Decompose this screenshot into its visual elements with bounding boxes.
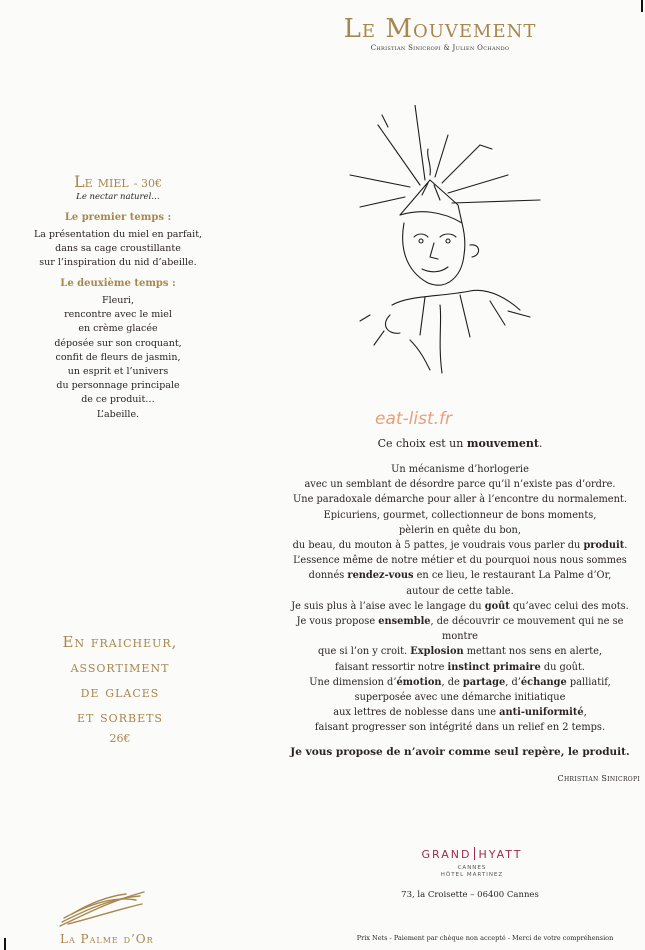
hyatt-city: CANNES — [457, 865, 487, 871]
text-run: . — [624, 540, 628, 552]
temps2-line: L’abeille. — [96, 408, 140, 420]
fraicheur-heading — [40, 630, 200, 730]
manifesto-text — [280, 462, 640, 736]
hyatt-brand-left: GRAND — [421, 848, 472, 861]
text-run: , — [583, 707, 587, 719]
text-run: faisant ressortir notre — [334, 661, 448, 673]
text-run: mettant nos sens en alerte, — [463, 646, 603, 658]
hotel-address: 73, la Croisette – 06400 Cannes — [401, 890, 539, 900]
text-run: autour de cette table. — [406, 585, 514, 597]
text-run: , de — [441, 676, 463, 688]
text-run: , d’ — [505, 676, 521, 688]
text-run: que si l’on y croit. — [317, 646, 411, 658]
manifesto-line — [280, 584, 640, 599]
text-run: L’essence même de notre métier et du pourquoi nous nous sommes — [293, 555, 627, 567]
temps2-line: rencontre avec le miel — [64, 309, 172, 321]
emphasis-word: anti-uniformité — [499, 707, 584, 719]
emphasis-word: ensemble — [378, 616, 431, 628]
temps2-line: de ce produit… — [81, 394, 155, 406]
manifesto-line — [280, 538, 640, 553]
text-run: en ce lieu, le restaurant La Palme d’Or, — [413, 570, 612, 582]
manifesto-line — [280, 553, 640, 568]
manifesto-line — [280, 644, 640, 659]
text-run: Epicuriens, gourmet, collectionneur de bons moments, — [323, 509, 597, 521]
text-run: Une dimension d’ — [309, 676, 397, 688]
temps1-title: Le premier temps : — [64, 212, 172, 223]
dessert-name: Le miel — [74, 172, 129, 191]
text-run: aux lettres de noblesse dans une — [333, 707, 500, 719]
dessert-heading — [18, 172, 218, 191]
temps2-line: confit de fleurs de jasmin, — [55, 351, 181, 363]
manifesto-line — [280, 477, 640, 492]
grand-hyatt-logo — [412, 847, 532, 861]
temps1-line: dans sa cage croustillante — [55, 243, 181, 255]
fraicheur-line: En fraicheur, — [62, 633, 178, 651]
palm-leaf-logo-icon — [52, 888, 152, 928]
text-run: donnés — [308, 570, 348, 582]
hyatt-divider — [474, 847, 475, 860]
emphasis-word: produit — [583, 540, 625, 552]
emphasis-word: échange — [520, 676, 567, 688]
manifesto-line — [280, 462, 640, 477]
temps2-description — [18, 294, 218, 422]
temps2-line: déposée sur son croquant, — [54, 337, 182, 349]
text-run: du goût. — [540, 661, 586, 673]
temps1-line: La présentation du miel en parfait, — [33, 229, 203, 240]
text-run: qu’avec celui des mots. — [509, 600, 629, 612]
manifesto-line — [280, 568, 640, 583]
edge-mark-top — [641, 0, 643, 12]
fraicheur-price: 26€ — [109, 732, 131, 745]
manifesto-line — [280, 614, 640, 644]
manifesto-line — [280, 660, 640, 675]
text-run: faisant progresser son intégrité dans un relief en 2 temps. — [314, 722, 606, 734]
fraicheur-line: et sorbets — [77, 708, 163, 726]
manifesto-line — [280, 705, 640, 720]
emphasis-word: rendez-vous — [347, 570, 414, 582]
emphasis-word: instinct primaire — [447, 661, 541, 673]
text-run: du beau, du mouton à 5 pattes, je voudrais vous parler du — [292, 540, 584, 552]
restaurant-name: La Palme d’Or — [60, 932, 154, 946]
emphasis-word: Explosion — [410, 646, 464, 658]
dessert-price: - 30€ — [133, 177, 162, 190]
text-run: avec un semblant de désordre parce qu’il n’existe pas d’ordre. — [304, 479, 616, 491]
text-run: , de découvrir ce mouvement qui ne se montre — [430, 616, 624, 643]
emphasis-word: goût — [484, 600, 510, 612]
temps2-line: Fleuri, — [102, 295, 134, 306]
footer-note: Prix Nets - Paiement par chèque non accepté - Merci de votre compréhension — [356, 934, 614, 942]
text-run: Je vous propose — [296, 616, 379, 628]
manifesto-line — [280, 492, 640, 507]
temps1-description — [18, 228, 218, 271]
text-run: Je suis plus à l’aise avec le langage du — [291, 600, 485, 612]
emphasis-word: partage — [462, 676, 506, 688]
fraicheur-line: assortiment — [70, 658, 170, 676]
closing-sentence: Je vous propose de n’avoir comme seul repère, le produit. — [290, 746, 630, 758]
temps2-line: un esprit et l’univers — [67, 366, 169, 378]
text-run: Une paradoxale démarche pour aller à l’encontre du normalement. — [293, 494, 627, 506]
text-run: pèlerin en quête du bon, — [399, 524, 521, 536]
lead-sentence — [280, 437, 640, 450]
manifesto-line — [280, 690, 640, 705]
manifesto-line — [280, 675, 640, 690]
manifesto-line — [280, 523, 640, 538]
lead-bold: mouvement — [466, 437, 539, 450]
fraicheur-line: de glaces — [80, 683, 160, 701]
hyatt-subtitle — [412, 865, 532, 879]
temps1-line: sur l’inspiration du nid d’abeille. — [39, 257, 197, 269]
manifesto-line — [280, 599, 640, 614]
menu-subtitle: Christian Sinicropi & Julien Ochando — [370, 44, 510, 52]
signature: Christian Sinicropi — [557, 774, 640, 783]
lead-text: Ce choix est un — [377, 437, 467, 450]
text-run: palliatif, — [566, 676, 611, 688]
text-run: Un mécanisme d’horlogerie — [391, 464, 529, 475]
jester-face-sketch-icon — [330, 105, 570, 390]
watermark-text: eat-list.fr — [375, 409, 453, 429]
manifesto-line — [280, 508, 640, 523]
temps2-line: du personnage principale — [56, 380, 180, 392]
text-run: superposée avec une démarche initiatique — [354, 692, 566, 704]
temps2-title: Le deuxième temps : — [60, 278, 176, 289]
hyatt-hotel: HÔTEL MARTINEZ — [440, 872, 504, 878]
emphasis-word: émotion — [396, 676, 442, 688]
dessert-tagline: Le nectar naturel… — [76, 192, 160, 202]
hyatt-brand-right: HYATT — [478, 848, 523, 861]
temps2-line: en crème glacée — [78, 323, 158, 335]
menu-title: Le Mouvement — [343, 14, 537, 44]
lead-end: . — [538, 437, 543, 450]
manifesto-line — [280, 720, 640, 735]
edge-mark-bottom — [4, 938, 6, 950]
